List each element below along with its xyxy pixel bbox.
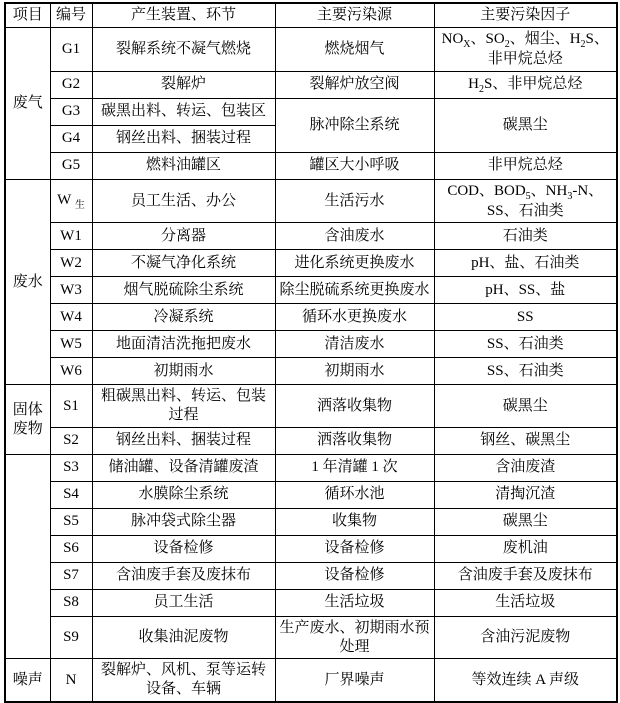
source-cell: 生产废水、初期雨水预处理 — [275, 616, 434, 659]
category-cell — [5, 454, 50, 659]
factors-cell: 钢丝、碳黑尘 — [434, 427, 617, 454]
code-cell: S7 — [50, 562, 92, 589]
device-cell: 初期雨水 — [92, 358, 275, 385]
code-cell: G3 — [50, 98, 92, 125]
device-cell: 碳黑出料、转运、包装区 — [92, 98, 275, 125]
table-row — [5, 454, 617, 481]
factors-cell: 含油废渣 — [434, 454, 617, 481]
table-row — [5, 358, 617, 385]
device-cell: 钢丝出料、捆装过程 — [92, 427, 275, 454]
device-cell: 含油废手套及废抹布 — [92, 562, 275, 589]
column-header-factors: 主要污染因子 — [434, 3, 617, 27]
factors-cell: SS — [434, 304, 617, 331]
source-cell: 收集物 — [275, 508, 434, 535]
device-cell: 钢丝出料、捆装过程 — [92, 125, 275, 152]
source-cell: 循环水池 — [275, 481, 434, 508]
column-header-code: 编号 — [50, 3, 92, 27]
source-cell: 设备检修 — [275, 562, 434, 589]
code-cell: W4 — [50, 304, 92, 331]
source-cell: 燃烧烟气 — [275, 27, 434, 71]
factors-cell: 非甲烷总烃 — [434, 152, 617, 179]
device-cell: 收集油泥废物 — [92, 616, 275, 659]
factors-cell: 清掏沉渣 — [434, 481, 617, 508]
table-row — [5, 562, 617, 589]
code-cell: S8 — [50, 589, 92, 616]
code-cell: W2 — [50, 250, 92, 277]
code-cell: W $_生$ — [50, 179, 92, 223]
code-cell: W3 — [50, 277, 92, 304]
device-cell: 设备检修 — [92, 535, 275, 562]
source-cell: 清洁废水 — [275, 331, 434, 358]
device-cell: 脉冲袋式除尘器 — [92, 508, 275, 535]
table-row — [5, 427, 617, 454]
category-cell: 废水 — [5, 179, 50, 385]
factors-cell: pH、盐、石油类 — [434, 250, 617, 277]
source-cell: 除尘脱硫系统更换废水 — [275, 277, 434, 304]
factors-cell: 碳黑尘 — [434, 98, 617, 152]
table-body — [5, 27, 617, 702]
table-row — [5, 179, 617, 223]
device-cell: 地面清洁洗拖把废水 — [92, 331, 275, 358]
device-cell: 粗碳黑出料、转运、包装过程 — [92, 385, 275, 428]
document-page — [0, 2, 620, 697]
code-cell: W1 — [50, 223, 92, 250]
factors-cell: $NO_X$、$SO_2$、烟尘、$H_2S$、非甲烷总烃 — [434, 27, 617, 71]
factors-cell: pH、SS、盐 — [434, 277, 617, 304]
device-cell: 水膜除尘系统 — [92, 481, 275, 508]
table-row — [5, 508, 617, 535]
device-cell: 燃料油罐区 — [92, 152, 275, 179]
factors-cell: 石油类 — [434, 223, 617, 250]
device-cell: 员工生活 — [92, 589, 275, 616]
code-cell: S1 — [50, 385, 92, 428]
table-row — [5, 98, 617, 125]
device-cell: 分离器 — [92, 223, 275, 250]
factors-cell: 碳黑尘 — [434, 508, 617, 535]
source-cell: 设备检修 — [275, 535, 434, 562]
code-cell: G4 — [50, 125, 92, 152]
device-cell: 烟气脱硫除尘系统 — [92, 277, 275, 304]
table-row — [5, 250, 617, 277]
table-row — [5, 331, 617, 358]
source-cell: 循环水更换废水 — [275, 304, 434, 331]
device-cell: 裂解炉、风机、泵等运转设备、车辆 — [92, 659, 275, 702]
factors-cell: COD、$BOD_5$、$NH_3-N$、SS、石油类 — [434, 179, 617, 223]
factors-cell: 含油污泥废物 — [434, 616, 617, 659]
source-cell: 生活垃圾 — [275, 589, 434, 616]
device-cell: 裂解系统不凝气燃烧 — [92, 27, 275, 71]
source-cell: 1 年清罐 1 次 — [275, 454, 434, 481]
code-cell: S5 — [50, 508, 92, 535]
table-row — [5, 589, 617, 616]
device-cell: 裂解炉 — [92, 71, 275, 98]
source-cell: 厂界噪声 — [275, 659, 434, 702]
table-row — [5, 304, 617, 331]
source-cell: 初期雨水 — [275, 358, 434, 385]
factors-cell: 含油废手套及废抹布 — [434, 562, 617, 589]
code-cell: G5 — [50, 152, 92, 179]
column-header-item: 项目 — [5, 3, 50, 27]
device-cell: 员工生活、办公 — [92, 179, 275, 223]
code-cell: G2 — [50, 71, 92, 98]
device-cell: 储油罐、设备清罐废渣 — [92, 454, 275, 481]
code-cell: G1 — [50, 27, 92, 71]
table-row — [5, 277, 617, 304]
table-row — [5, 223, 617, 250]
column-header-device: 产生装置、环节 — [92, 3, 275, 27]
table-row — [5, 535, 617, 562]
code-cell: S2 — [50, 427, 92, 454]
category-cell: 废气 — [5, 27, 50, 179]
factors-cell: 生活垃圾 — [434, 589, 617, 616]
pollution-source-table — [4, 2, 618, 703]
source-cell: 进化系统更换废水 — [275, 250, 434, 277]
source-cell: 裂解炉放空阀 — [275, 71, 434, 98]
table-row — [5, 385, 617, 428]
code-cell: S3 — [50, 454, 92, 481]
table-row — [5, 27, 617, 71]
device-cell: 冷凝系统 — [92, 304, 275, 331]
category-cell: 噪声 — [5, 659, 50, 702]
source-cell: 生活污水 — [275, 179, 434, 223]
table-row — [5, 152, 617, 179]
source-cell: 洒落收集物 — [275, 427, 434, 454]
source-cell: 罐区大小呼吸 — [275, 152, 434, 179]
factors-cell: SS、石油类 — [434, 331, 617, 358]
code-cell: S4 — [50, 481, 92, 508]
code-cell: S9 — [50, 616, 92, 659]
table-row — [5, 481, 617, 508]
factors-cell: SS、石油类 — [434, 358, 617, 385]
code-cell: W5 — [50, 331, 92, 358]
code-cell: S6 — [50, 535, 92, 562]
device-cell: 不凝气净化系统 — [92, 250, 275, 277]
column-header-source: 主要污染源 — [275, 3, 434, 27]
source-cell: 洒落收集物 — [275, 385, 434, 428]
category-cell: 固体废物 — [5, 385, 50, 455]
factors-cell: 废机油 — [434, 535, 617, 562]
source-cell: 脉冲除尘系统 — [275, 98, 434, 152]
code-cell: W6 — [50, 358, 92, 385]
table-row — [5, 71, 617, 98]
factors-cell: $H_2S$、非甲烷总烃 — [434, 71, 617, 98]
factors-cell: 碳黑尘 — [434, 385, 617, 428]
header-row — [5, 3, 617, 27]
table-row — [5, 616, 617, 659]
factors-cell: 等效连续 A 声级 — [434, 659, 617, 702]
code-cell: N — [50, 659, 92, 702]
table-row — [5, 659, 617, 702]
source-cell: 含油废水 — [275, 223, 434, 250]
